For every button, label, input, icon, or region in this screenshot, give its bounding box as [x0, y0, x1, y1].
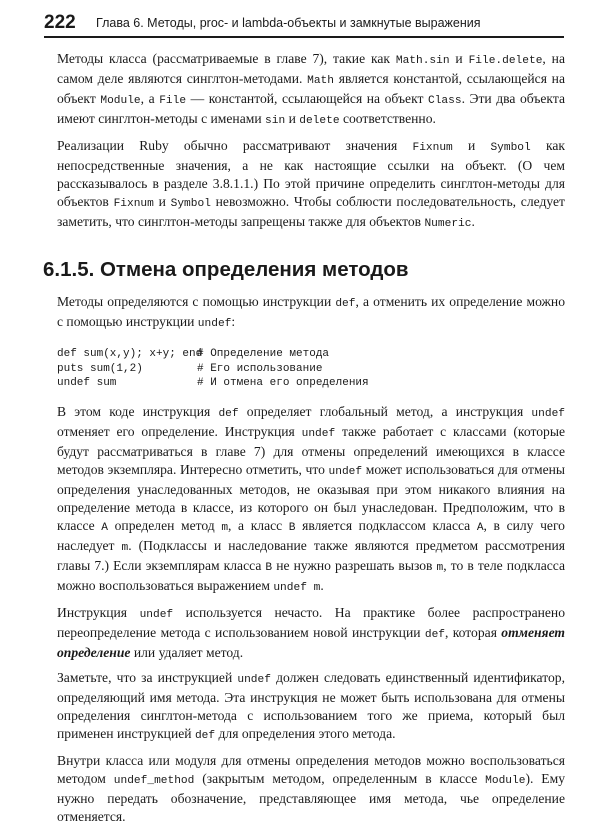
- paragraph-def-undef: Методы определяются с помощью инструкции def, а отменить их определение можно с помощью инструкции undef:: [57, 294, 565, 330]
- code-symbol: Symbol: [490, 142, 531, 154]
- code-def: def: [335, 298, 356, 310]
- code-symbol: Symbol: [170, 198, 211, 210]
- code-delete: delete: [299, 115, 340, 127]
- code-comment: # Его использование: [197, 362, 323, 375]
- code-class: Class: [427, 95, 462, 107]
- paragraph-class-methods: Методы класса (рассматриваемые в главе 7), такие как Math.sin и File.delete, на самом деле являются синглтон-методами. Math является константой, ссылающейся на объект Module, а File — константой, ссылающейся на объект Class. Эти два объекта имеют синглтон-методы с именами sin и delete соответственно.: [57, 51, 565, 127]
- code-line: [57, 362, 565, 377]
- code-line: [57, 347, 565, 362]
- emphasis: отменяет определение: [57, 624, 565, 660]
- paragraph-single-identifier: Заметьте, что за инструкцией undef должен следовать единственный идентификатор, определяющий имя метода. Эта инструкция не может быть использована для отмены определения синглтон-метода с использованием того же приема, который был применен инструкцией def для определения этого метода.: [57, 669, 565, 742]
- code-numeric: Numeric: [424, 218, 472, 230]
- code-fixnum: Fixnum: [113, 198, 154, 210]
- header-rule: [44, 36, 564, 38]
- page-body: [43, 50, 566, 833]
- code-file-delete: File.delete: [468, 55, 543, 67]
- code-source: puts sum(1,2): [57, 362, 143, 375]
- code-undef: undef: [197, 318, 232, 330]
- paragraph-undef-rarely: Инструкция undef используется нечасто. На практике более распространено переопределение метода с использованием новой инструкции def, которая отменяет определение или удаляет метод.: [57, 604, 565, 660]
- code-file: File: [159, 95, 187, 107]
- section-heading: 6.1.5. Отмена определения методов: [43, 258, 409, 281]
- code-module: Module: [100, 95, 141, 107]
- code-sin: sin: [265, 115, 286, 127]
- code-fixnum: Fixnum: [412, 142, 453, 154]
- page-number: 222: [44, 12, 76, 33]
- page-header: [44, 12, 564, 34]
- paragraph-immediate-values: Реализации Ruby обычно рассматривают значения Fixnum и Symbol как непосредственные значения, а не как настоящие ссылки на объект. (О чем рассказывалось в разделе 3.8.1.1.) По этой причине определить синглтон-методы для объектов Fixnum и Symbol невозможно. Чтобы соблюсти последовательность, следует заметить, что синглтон-методы запрещены также для объектов Numeric.: [57, 138, 565, 230]
- paragraph-undef-method: Внутри класса или модуля для отмены определения методов можно воспользоваться методом undef_method (закрытым методом, определенным в классе Module). Ему нужно передать обозначение, представляющее имя метода, чье определение отменяется.: [57, 752, 565, 824]
- paragraph-undef-explained: В этом коде инструкция def определяет глобальный метод, а инструкция undef отменяет его определение. Инструкция undef также работает с классами (которые будут рассматриваться в главе 7) для отмены определений имеющихся в классе методов экземпляра. Интересно отметить, что undef может использоваться для отмены определения унаследованных методов, не оказывая при этом никакого влияния на определение метода в классе, из которого он был унаследован. Предположим, что в классе A определен метод m, а класс B является подклассом класса A, в силу чего наследует m. (Подклассы и наследование также являются предметом рассмотрения главы 7.) Если экземплярам класса B не нужно разрешать вызов m, то в теле подкласса можно воспользоваться выражением undef m.: [57, 403, 566, 594]
- code-comment: # Определение метода: [197, 348, 330, 360]
- running-title: Глава 6. Методы, proc- и lambda-объекты и замкнутые выражения: [96, 16, 481, 30]
- code-math-sin: Math.sin: [395, 55, 450, 67]
- code-source: undef sum: [57, 377, 117, 389]
- code-listing: [57, 347, 565, 391]
- code-math: Math: [307, 75, 334, 87]
- code-comment: # И отмена его определения: [197, 377, 369, 389]
- code-source: def sum(x,y); x+y; end: [57, 348, 203, 360]
- code-line: [57, 376, 565, 391]
